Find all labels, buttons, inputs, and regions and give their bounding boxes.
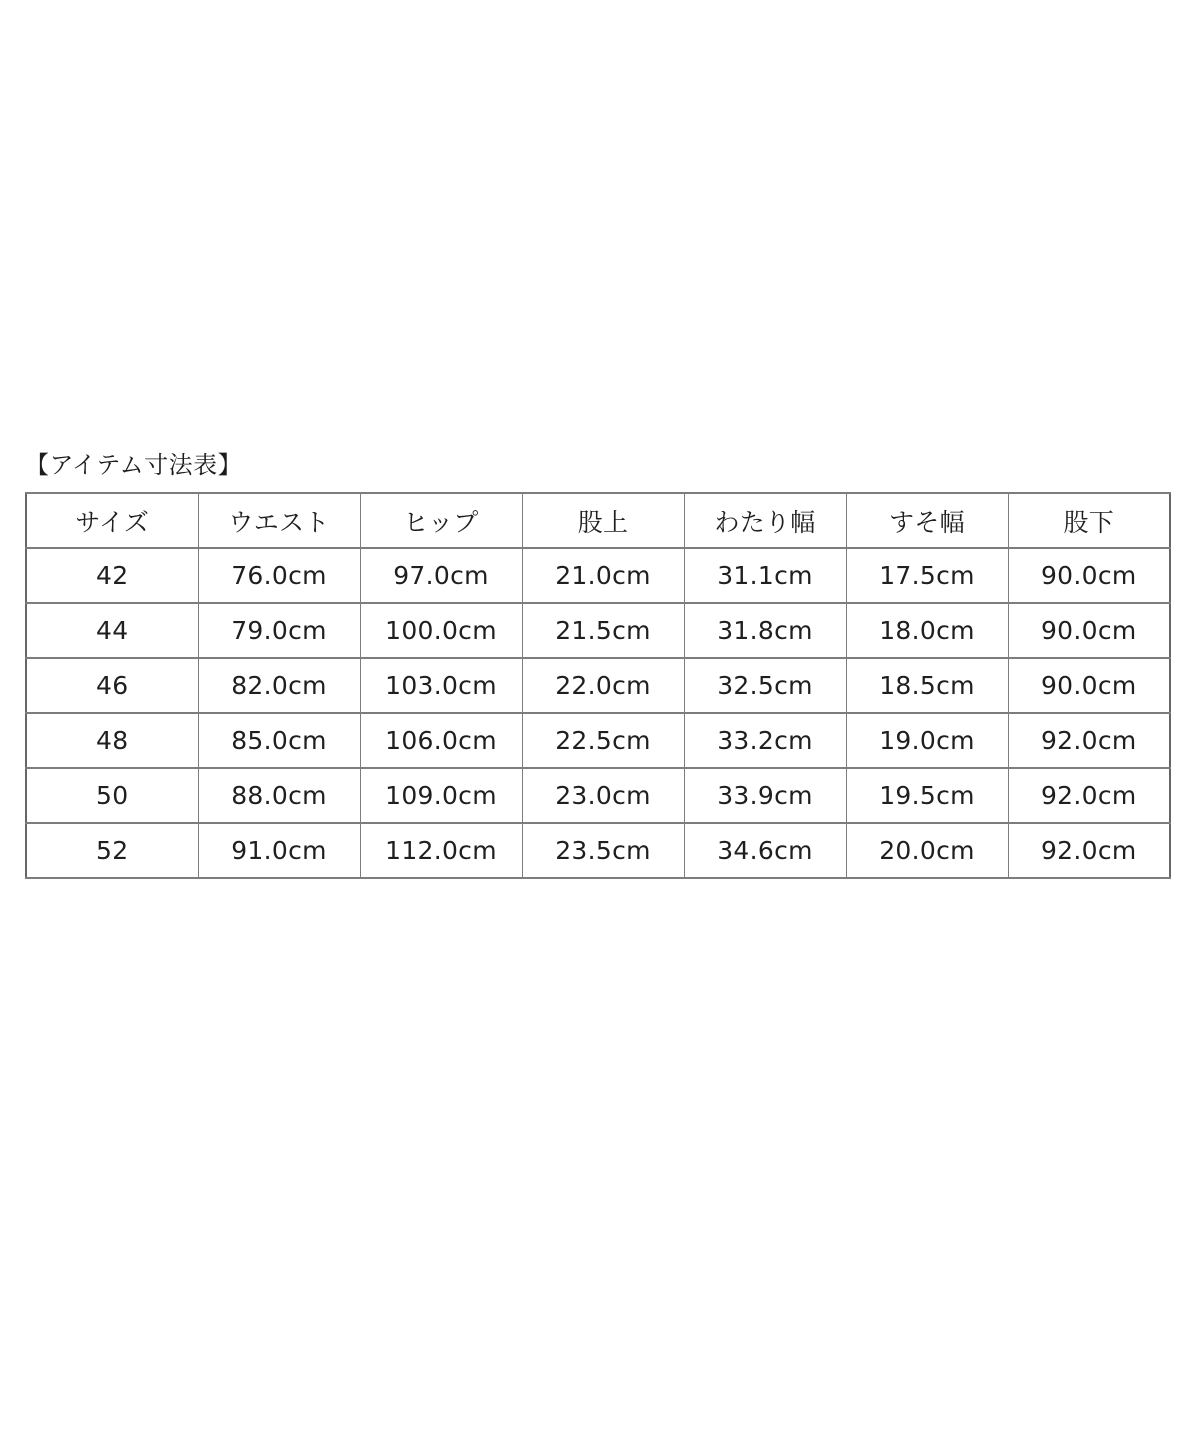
table-row (26, 823, 1170, 878)
measurement-value-cell: 21.0cm (522, 548, 684, 603)
measurement-value-cell: 92.0cm (1008, 768, 1170, 823)
column-header-hem-width: すそ幅 (846, 493, 1008, 548)
measurement-value-cell: 90.0cm (1008, 548, 1170, 603)
measurement-value-cell: 19.0cm (846, 713, 1008, 768)
measurement-value-cell: 17.5cm (846, 548, 1008, 603)
size-value-cell: 48 (26, 713, 198, 768)
measurement-value-cell: 100.0cm (360, 603, 522, 658)
measurement-value-cell: 18.5cm (846, 658, 1008, 713)
size-chart-section (25, 450, 1175, 879)
size-table-header (26, 493, 1170, 548)
measurement-value-cell: 76.0cm (198, 548, 360, 603)
page-title: 【アイテム寸法表】 (25, 451, 243, 479)
size-value-cell: 46 (26, 658, 198, 713)
size-value-cell: 44 (26, 603, 198, 658)
column-header-size: サイズ (26, 493, 198, 548)
table-row (26, 768, 1170, 823)
measurement-value-cell: 22.0cm (522, 658, 684, 713)
measurement-value-cell: 91.0cm (198, 823, 360, 878)
table-row (26, 658, 1170, 713)
measurement-value-cell: 112.0cm (360, 823, 522, 878)
size-table (25, 492, 1171, 879)
measurement-value-cell: 79.0cm (198, 603, 360, 658)
header-row (26, 493, 1170, 548)
table-row (26, 603, 1170, 658)
column-header-rise: 股上 (522, 493, 684, 548)
column-header-thigh-width: わたり幅 (684, 493, 846, 548)
measurement-value-cell: 23.5cm (522, 823, 684, 878)
measurement-value-cell: 97.0cm (360, 548, 522, 603)
measurement-value-cell: 20.0cm (846, 823, 1008, 878)
measurement-value-cell: 34.6cm (684, 823, 846, 878)
measurement-value-cell: 92.0cm (1008, 823, 1170, 878)
table-row (26, 713, 1170, 768)
measurement-value-cell: 103.0cm (360, 658, 522, 713)
column-header-hip: ヒップ (360, 493, 522, 548)
measurement-value-cell: 88.0cm (198, 768, 360, 823)
size-value-cell: 50 (26, 768, 198, 823)
measurement-value-cell: 90.0cm (1008, 603, 1170, 658)
measurement-value-cell: 109.0cm (360, 768, 522, 823)
measurement-value-cell: 85.0cm (198, 713, 360, 768)
measurement-value-cell: 21.5cm (522, 603, 684, 658)
column-header-inseam: 股下 (1008, 493, 1170, 548)
table-row (26, 548, 1170, 603)
measurement-value-cell: 92.0cm (1008, 713, 1170, 768)
column-header-waist: ウエスト (198, 493, 360, 548)
measurement-value-cell: 18.0cm (846, 603, 1008, 658)
measurement-value-cell: 32.5cm (684, 658, 846, 713)
size-table-body (26, 548, 1170, 878)
measurement-value-cell: 90.0cm (1008, 658, 1170, 713)
size-value-cell: 42 (26, 548, 198, 603)
measurement-value-cell: 33.2cm (684, 713, 846, 768)
measurement-value-cell: 31.1cm (684, 548, 846, 603)
measurement-value-cell: 33.9cm (684, 768, 846, 823)
size-value-cell: 52 (26, 823, 198, 878)
measurement-value-cell: 82.0cm (198, 658, 360, 713)
measurement-value-cell: 19.5cm (846, 768, 1008, 823)
measurement-value-cell: 22.5cm (522, 713, 684, 768)
measurement-value-cell: 106.0cm (360, 713, 522, 768)
measurement-value-cell: 23.0cm (522, 768, 684, 823)
measurement-value-cell: 31.8cm (684, 603, 846, 658)
